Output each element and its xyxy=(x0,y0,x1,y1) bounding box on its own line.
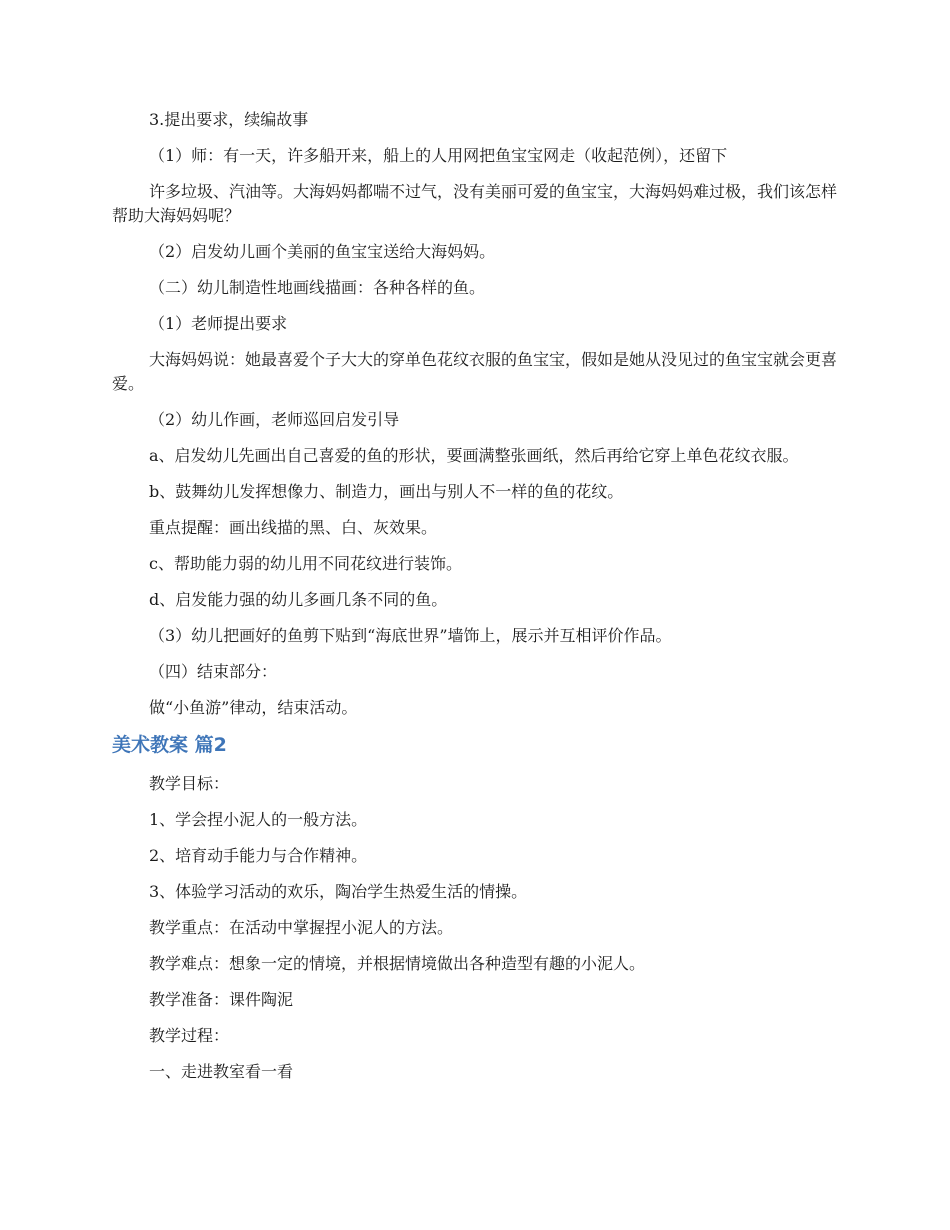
document-body xyxy=(112,108,840,1096)
paragraph: 重点提醒：画出线描的黑、白、灰效果。 xyxy=(149,518,438,537)
paragraph: 教学过程： xyxy=(149,1026,230,1045)
paragraph: （1）老师提出要求 xyxy=(149,314,288,333)
paragraph: （2）幼儿作画，老师巡回启发引导 xyxy=(149,410,400,429)
paragraph: a、启发幼儿先画出自己喜爱的鱼的形状，要画满整张画纸，然后再给它穿上单色花纹衣服。 xyxy=(149,446,799,465)
paragraph: （2）启发幼儿画个美丽的鱼宝宝送给大海妈妈。 xyxy=(149,242,496,261)
paragraph: 教学难点：想象一定的情境，并根据情境做出各种造型有趣的小泥人。 xyxy=(149,954,646,973)
paragraph: 1、学会捏小泥人的一般方法。 xyxy=(149,810,368,829)
paragraph: 3.提出要求，续编故事 xyxy=(149,110,309,129)
paragraph: 教学重点：在活动中掌握捏小泥人的方法。 xyxy=(149,918,454,937)
paragraph: （1）师：有一天，许多船开来，船上的人用网把鱼宝宝网走（收起范例），还留下 xyxy=(149,146,728,165)
paragraph: c、帮助能力弱的幼儿用不同花纹进行装饰。 xyxy=(149,554,462,573)
paragraph: 教学目标： xyxy=(149,774,230,793)
paragraph: （3）幼儿把画好的鱼剪下贴到“海底世界”墙饰上，展示并互相评价作品。 xyxy=(149,626,672,645)
paragraph: 大海妈妈说：她最喜爱个子大大的穿单色花纹衣服的鱼宝宝，假如是她从没见过的鱼宝宝就会更喜爱。 xyxy=(112,350,838,393)
paragraph: 3、体验学习活动的欢乐，陶冶学生热爱生活的情操。 xyxy=(149,882,528,901)
paragraph: b、鼓舞幼儿发挥想像力、制造力，画出与别人不一样的鱼的花纹。 xyxy=(149,482,624,501)
section-heading: 美术教案 篇2 xyxy=(112,734,227,756)
paragraph: d、启发能力强的幼儿多画几条不同的鱼。 xyxy=(149,590,448,609)
paragraph: 2、培育动手能力与合作精神。 xyxy=(149,846,368,865)
paragraph: 许多垃圾、汽油等。大海妈妈都喘不过气，没有美丽可爱的鱼宝宝，大海妈妈难过极，我们该怎样帮助大海妈妈呢？ xyxy=(112,182,838,225)
paragraph: （二）幼儿制造性地画线描画：各种各样的鱼。 xyxy=(149,278,486,297)
paragraph: 做“小鱼游”律动，结束活动。 xyxy=(149,698,358,717)
paragraph: 教学准备：课件陶泥 xyxy=(149,990,294,1009)
paragraph: 一、走进教室看一看 xyxy=(149,1062,294,1081)
paragraph: （四）结束部分： xyxy=(149,662,278,681)
